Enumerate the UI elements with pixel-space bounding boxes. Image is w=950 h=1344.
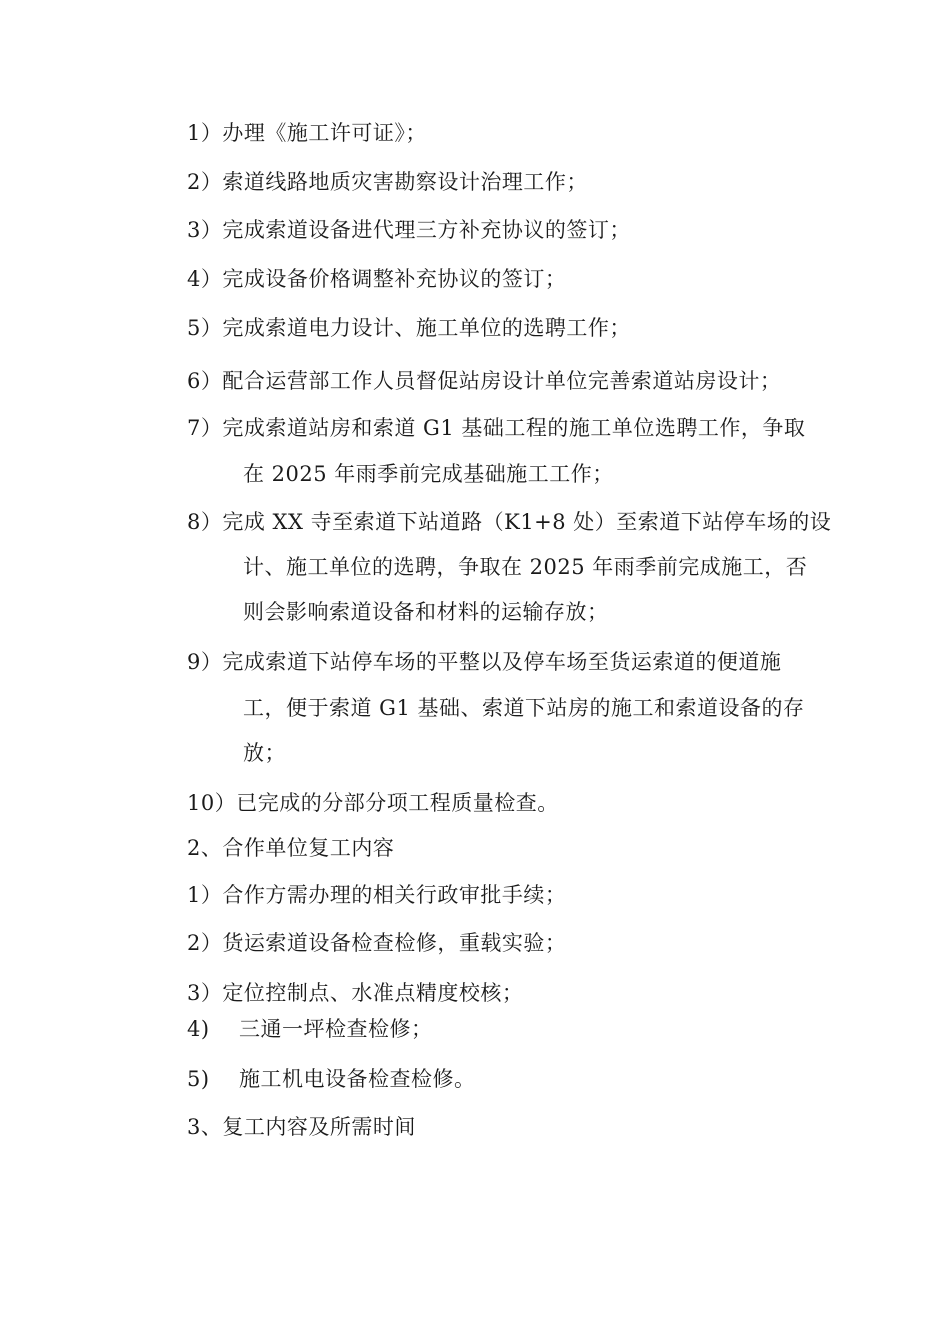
- list-item: [187, 413, 805, 443]
- item-text: 完成设备价格调整补充协议的签订；: [222, 267, 567, 291]
- item-text: 三通一坪检查检修；: [239, 1017, 433, 1041]
- section-heading: [187, 833, 394, 863]
- item-text: 完成 XX 寺至索道下站道路（K1+8 处）至索道下站停车场的设: [222, 510, 832, 534]
- item-text: 办理《施工许可证》；: [222, 121, 427, 145]
- list-item-continuation: 工，便于索道 G1 基础、索道下站房的施工和索道设备的存: [243, 696, 805, 720]
- list-item: [187, 264, 566, 294]
- item-number: 4）: [187, 267, 223, 291]
- item-text: 完成索道站房和索道 G1 基础工程的施工单位选聘工作，争取: [222, 416, 806, 440]
- list-item: [187, 215, 631, 245]
- item-number: 1）: [187, 121, 223, 145]
- list-item: [187, 507, 831, 537]
- item-text: 完成索道电力设计、施工单位的选聘工作；: [222, 316, 631, 340]
- list-item: [187, 313, 631, 343]
- section-title: 合作单位复工内容: [222, 836, 395, 860]
- list-item-continuation: 放；: [243, 741, 286, 765]
- section-title: 复工内容及所需时间: [222, 1115, 416, 1139]
- list-item: [187, 1064, 476, 1094]
- list-item: [187, 366, 781, 396]
- list-item-continuation: 计、施工单位的选聘，争取在 2025 年雨季前完成施工，否: [243, 555, 808, 579]
- list-item: [187, 167, 588, 197]
- item-number: 9）: [187, 650, 223, 674]
- item-number: 5): [187, 1067, 210, 1091]
- item-number: 6）: [187, 369, 223, 393]
- item-text: 施工机电设备检查检修。: [239, 1067, 476, 1091]
- item-number: 2）: [187, 931, 223, 955]
- item-number: 3）: [187, 218, 223, 242]
- list-item: [187, 880, 566, 910]
- section-number: 3、: [187, 1115, 223, 1139]
- item-number: 10）: [187, 791, 237, 815]
- list-item: [187, 1014, 433, 1044]
- list-item-continuation: 在 2025 年雨季前完成基础施工工作；: [243, 462, 614, 486]
- list-item: [187, 978, 523, 1008]
- item-text: 已完成的分部分项工程质量检查。: [236, 791, 559, 815]
- item-text: 完成索道设备进代理三方补充协议的签订；: [222, 218, 631, 242]
- item-text: 索道线路地质灾害勘察设计治理工作；: [222, 170, 588, 194]
- section-number: 2、: [187, 836, 223, 860]
- list-item: [187, 118, 427, 148]
- list-item-continuation: 则会影响索道设备和材料的运输存放；: [243, 600, 609, 624]
- list-item: [187, 788, 559, 818]
- section-heading: [187, 1112, 416, 1142]
- item-number: 4): [187, 1017, 210, 1041]
- item-number: 8）: [187, 510, 223, 534]
- item-text: 完成索道下站停车场的平整以及停车场至货运索道的便道施: [222, 650, 782, 674]
- item-number: 5）: [187, 316, 223, 340]
- item-text: 货运索道设备检查检修，重载实验；: [222, 931, 567, 955]
- item-number: 2）: [187, 170, 223, 194]
- list-item: [187, 647, 781, 677]
- item-number: 3）: [187, 981, 223, 1005]
- item-text: 合作方需办理的相关行政审批手续；: [222, 883, 567, 907]
- item-number: 1）: [187, 883, 223, 907]
- item-number: 7）: [187, 416, 223, 440]
- list-item: [187, 928, 566, 958]
- item-text: 配合运营部工作人员督促站房设计单位完善索道站房设计；: [222, 369, 782, 393]
- item-text: 定位控制点、水准点精度校核；: [222, 981, 524, 1005]
